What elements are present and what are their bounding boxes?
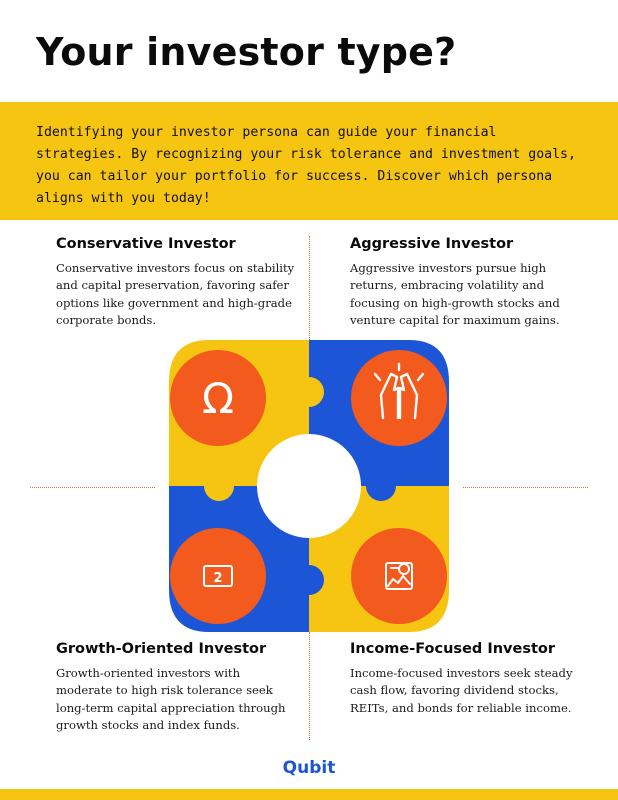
income-investor-title: Income-Focused Investor: [350, 641, 556, 657]
aggressive-investor-block: [350, 236, 580, 330]
intro-text: Identifying your investor persona can guide your financial strategies. By recognizing your risk tolerance and investment goals, you can tailor your portfolio for success. Discover which persona aligns with you today!: [36, 125, 576, 206]
puzzle-center-hole: [257, 434, 361, 538]
qubit-logo: Qubit: [282, 758, 336, 778]
income-investor-text: Income-focused investors seek steady cash flow, favoring dividend stocks, REITs, and bonds for reliable income.: [350, 666, 573, 715]
aggressive-investor-text: Aggressive investors pursue high returns, embracing volatility and focusing on high-growth stocks and venture capital for maximum gains.: [350, 261, 560, 328]
divider-left: [30, 487, 155, 488]
growth-investor-block: [56, 641, 286, 735]
puzzle-tab-bottom: [294, 565, 324, 595]
omega-icon: [170, 350, 266, 446]
divider-right: [463, 487, 588, 488]
footer-bar: [0, 789, 618, 800]
number-two-icon: [170, 528, 266, 624]
divider-top: [309, 236, 310, 340]
income-investor-block: [350, 641, 580, 717]
puzzle-tab-top: [294, 377, 324, 407]
growth-investor-text: Growth-oriented investors with moderate to high risk tolerance seek long-term capital appreciation through growth stocks and index funds.: [56, 666, 286, 733]
conservative-investor-text: Conservative investors focus on stability and capital preservation, favoring safer options like government and high-grade corporate bonds.: [56, 261, 295, 328]
growth-investor-title: Growth-Oriented Investor: [56, 641, 267, 657]
conservative-investor-title: Conservative Investor: [56, 236, 236, 252]
conservative-investor-block: [56, 236, 296, 330]
high-five-icon: [351, 350, 447, 446]
intro-banner: [0, 102, 618, 220]
dollar-chart-icon: [351, 528, 447, 624]
divider-bottom: [309, 632, 310, 740]
puzzle-ring-graphic: [155, 340, 463, 632]
puzzle-tab-right: [366, 471, 396, 501]
puzzle-tab-left: [204, 471, 234, 501]
page-title: Your investor type?: [36, 30, 457, 74]
omega-glyph: Ω: [201, 374, 235, 423]
aggressive-investor-title: Aggressive Investor: [350, 236, 514, 252]
number-two-glyph: 2: [213, 571, 223, 586]
